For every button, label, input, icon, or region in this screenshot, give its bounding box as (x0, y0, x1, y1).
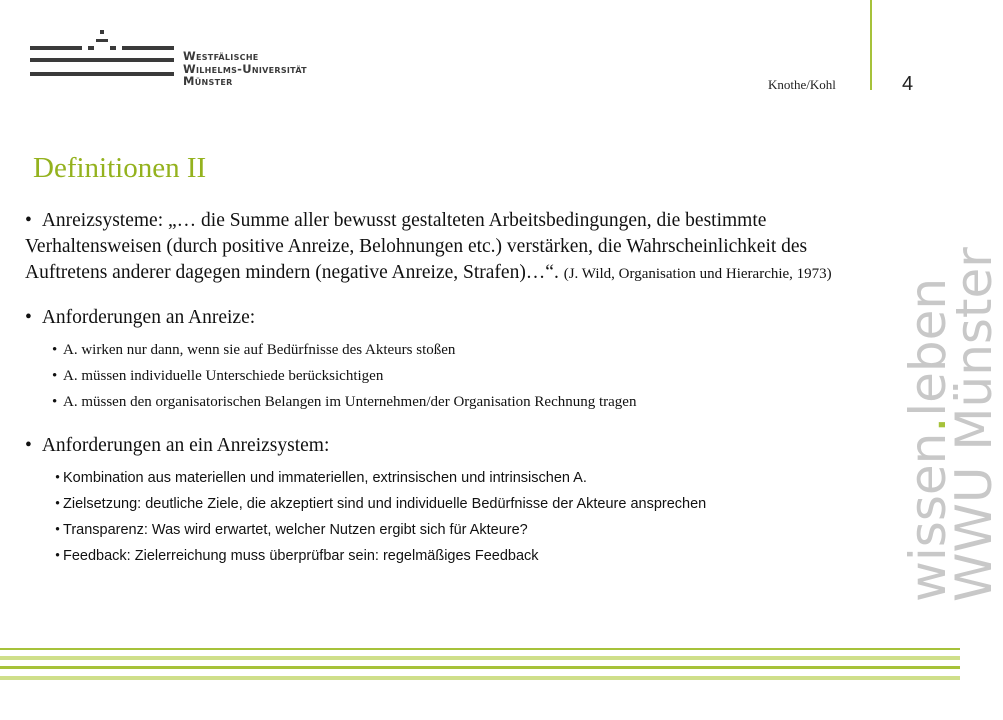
bullet-icon: • (52, 368, 58, 384)
section2-heading: Anforderungen an ein Anreizsystem: (41, 435, 330, 456)
logo-wordmark (183, 50, 307, 88)
slide-body (25, 208, 855, 569)
logo-emblem-icon (30, 28, 180, 98)
watermark-line-1: wissen.leben (899, 277, 957, 602)
bullet-icon: • (55, 548, 61, 564)
wissen-leben-watermark (899, 247, 1003, 602)
bullet-icon: • (55, 522, 61, 538)
logo-line-3: Münster (183, 74, 233, 88)
list-item: • A. müssen individuelle Unterschiede berücksichtigen (25, 363, 855, 389)
logo-line-2: Wilhelms-Universität (183, 61, 307, 76)
footer-stripe (0, 648, 960, 650)
section1-list (25, 337, 855, 415)
bullet-icon: • (52, 342, 58, 358)
footer-stripe (0, 676, 960, 680)
footer-stripe (0, 666, 960, 669)
footer-stripe (0, 656, 960, 660)
list-item: • A. wirken nur dann, wenn sie auf Bedürfnisse des Akteurs stoßen (25, 337, 855, 363)
section-anforderungen-anreizsystem (25, 433, 855, 569)
bullet-icon: • (55, 470, 61, 486)
bullet-icon: • (25, 435, 32, 456)
bullet-icon: • (25, 210, 32, 231)
slide-title: Definitionen II (33, 152, 207, 184)
section1-heading: Anforderungen an Anreize: (41, 307, 256, 328)
bullet-icon: • (25, 307, 32, 328)
section2-list (25, 465, 855, 569)
intro-citation: (J. Wild, Organisation und Hierarchie, 1973) (563, 266, 832, 282)
list-item: • Zielsetzung: deutliche Ziele, die akzeptiert sind und individuelle Bedürfnisse der Akteure ansprechen (25, 491, 855, 517)
header-author: Knothe/Kohl (768, 77, 836, 92)
intro-text: Anreizsysteme: „… die Summe aller bewusst gestalteten Arbeitsbedingungen, die bestimmte Verhaltensweisen (durch positive Anreize, Belohnungen etc.) verstärken, die Wahrscheinlichkeit des Auftretens anderer dagegen mindern (negative Anreize, Strafen)…“. (25, 210, 808, 283)
list-item: • Kombination aus materiellen und immateriellen, extrinsischen und intrinsischen A. (25, 465, 855, 491)
bullet-icon: • (55, 496, 61, 512)
page-number: 4 (902, 73, 914, 95)
section-anforderungen-anreize (25, 305, 855, 415)
bullet-icon: • (52, 394, 58, 410)
list-item: • A. müssen den organisatorischen Belangen im Unternehmen/der Organisation Rechnung tragen (25, 389, 855, 415)
list-item: • Feedback: Zielerreichung muss überprüfbar sein: regelmäßiges Feedback (25, 543, 855, 569)
watermark-line-2: WWU Münster (945, 247, 1003, 602)
header-divider (870, 0, 872, 90)
list-item: • Transparenz: Was wird erwartet, welcher Nutzen ergibt sich für Akteure? (25, 517, 855, 543)
intro-paragraph (25, 208, 855, 287)
university-logo (30, 28, 330, 98)
logo-line-1: Westfälische (183, 49, 259, 63)
